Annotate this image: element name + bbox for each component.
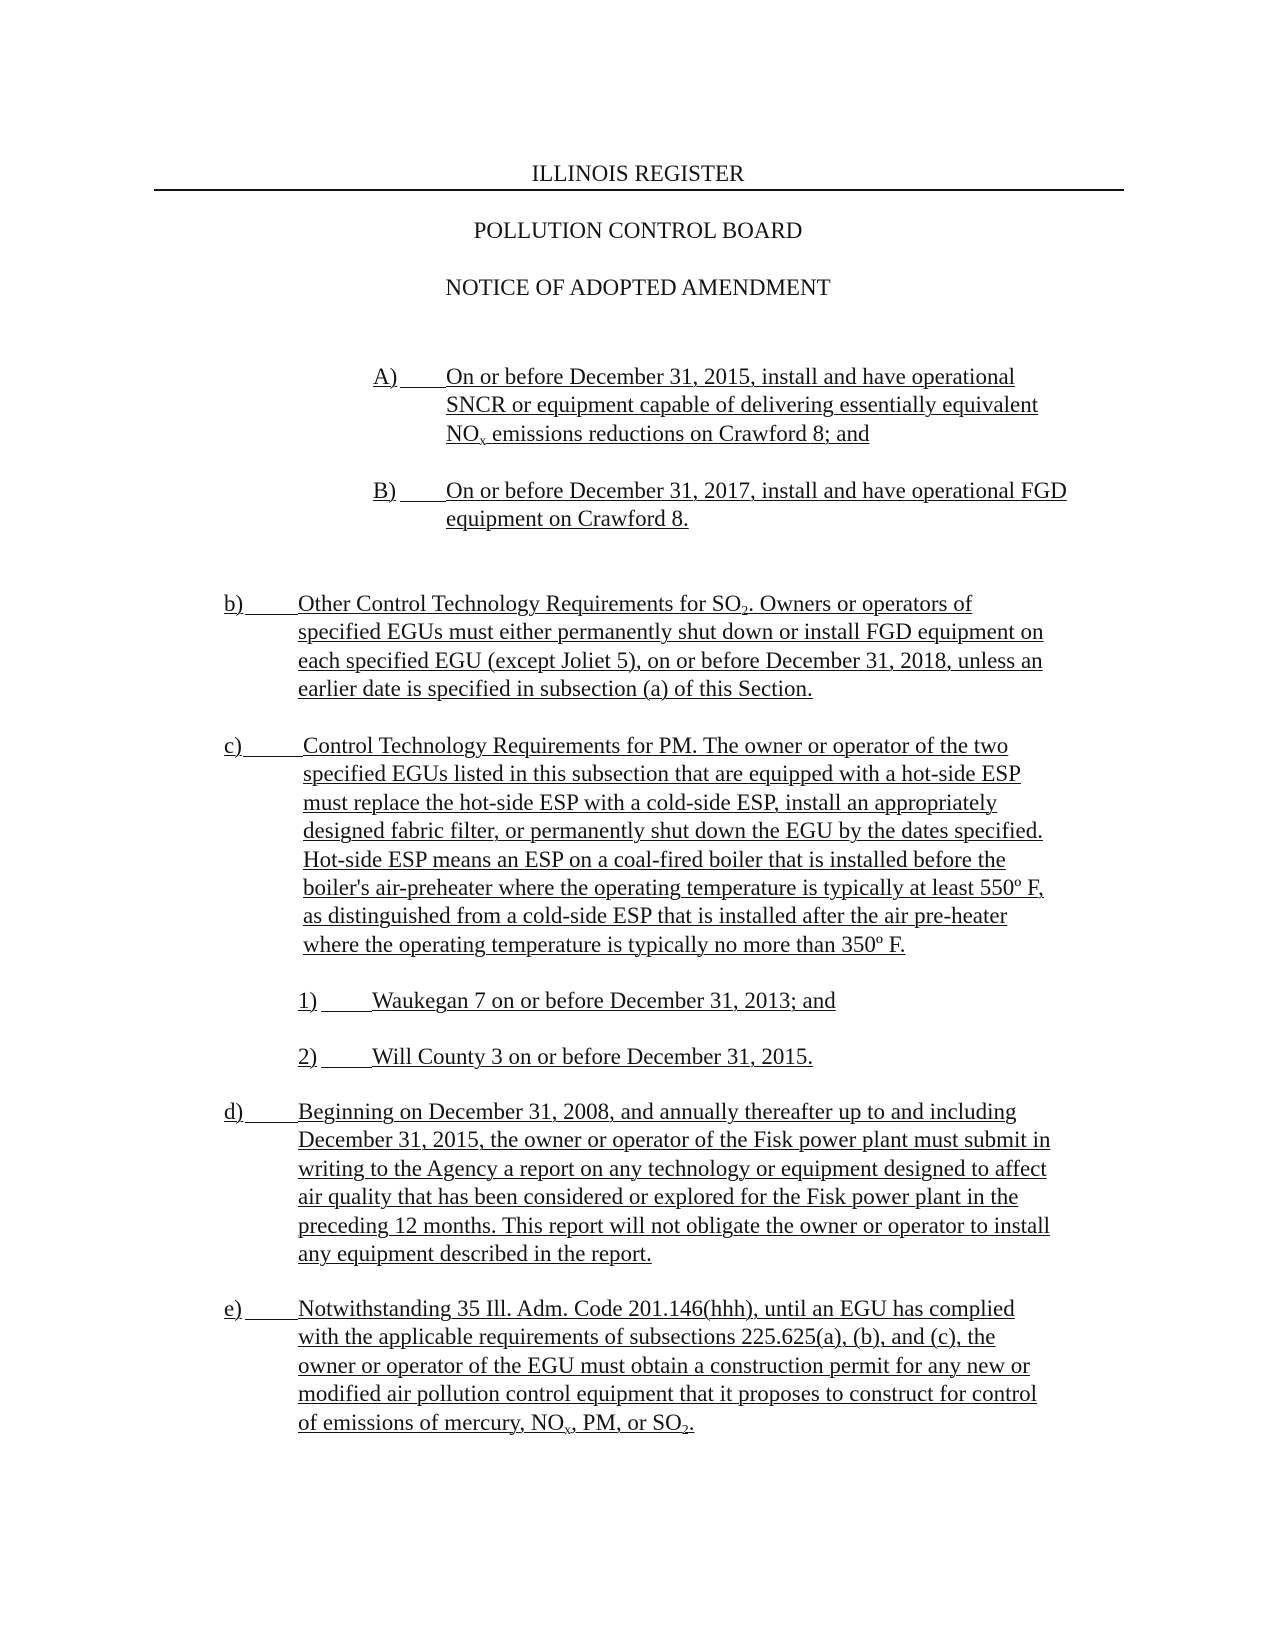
text-line: Beginning on December 31, 2008, and annually thereafter up to and including	[298, 1099, 1017, 1124]
text-line	[446, 420, 1038, 448]
text-line: specified EGUs listed in this subsection that are equipped with a hot-side ESP	[303, 761, 1021, 787]
text-line: with the applicable requirements of subsections 225.625(a), (b), and (c), the	[298, 1324, 996, 1350]
item-label: A)	[373, 364, 398, 389]
text-fragment: Other Control Technology Requirements for SO	[298, 591, 742, 616]
text-line: equipment on Crawford 8.	[446, 506, 689, 532]
board-title: POLLUTION CONTROL BOARD	[473, 218, 803, 243]
text-line: each specified EGU (except Joliet 5), on or before December 31, 2018, unless an	[298, 647, 1043, 673]
text-line: specified EGUs must either permanently shut down or install FGD equipment on	[298, 619, 1044, 645]
text-fragment: of emissions of mercury, NO	[298, 1409, 565, 1435]
item-text	[446, 477, 1067, 534]
item-text	[298, 1295, 1037, 1437]
text-line: designed fabric filter, or permanently shut down the EGU by the dates specified.	[303, 818, 1043, 844]
leader-rule	[243, 756, 303, 757]
text-line: modified air pollution control equipment that it proposes to construct for control	[298, 1381, 1038, 1407]
item-label: e)	[224, 1296, 242, 1321]
header-rule	[154, 189, 1124, 191]
text-line	[298, 590, 1043, 618]
text-line: boiler's air-preheater where the operating temperature is typically at least 550º F,	[303, 875, 1044, 901]
text-line: Hot-side ESP means an ESP on a coal-fired boiler that is installed before the	[303, 846, 1006, 872]
text-line: must replace the hot-side ESP with a cold-side ESP, install an appropriately	[303, 789, 998, 815]
so2-subscript: 2	[681, 1422, 689, 1438]
text-line: On or before December 31, 2017, install and have operational FGD	[446, 478, 1067, 503]
text-line: Waukegan 7 on or before December 31, 2013; and	[372, 988, 836, 1013]
item-text	[298, 590, 1043, 704]
text-fragment: . Owners or operators of	[748, 591, 973, 616]
text-line: as distinguished from a cold-side ESP that is installed after the air pre-heater	[303, 903, 1008, 929]
text-line: Will County 3 on or before December 31, 2015.	[372, 1044, 814, 1069]
text-line: Control Technology Requirements for PM. The owner or operator of the two	[303, 733, 1009, 758]
item-label: B)	[373, 478, 396, 503]
leader-rule	[245, 1319, 298, 1320]
notice-title: NOTICE OF ADOPTED AMENDMENT	[445, 275, 831, 300]
text-line	[298, 1409, 1037, 1437]
nox-subscript: x	[564, 1422, 572, 1438]
item-text	[372, 1043, 813, 1071]
text-line: writing to the Agency a report on any technology or equipment designed to affect	[298, 1155, 1047, 1181]
text-line: air quality that has been considered or explored for the Fisk power plant in the	[298, 1184, 1019, 1210]
text-line: December 31, 2015, the owner or operator of the Fisk power plant must submit in	[298, 1127, 1051, 1153]
so2-subscript: 2	[741, 604, 749, 619]
text-line: On or before December 31, 2015, install and have operational	[446, 364, 1016, 389]
item-text	[298, 1098, 1050, 1268]
leader-rule	[245, 1122, 298, 1123]
text-line: SNCR or equipment capable of delivering essentially equivalent	[446, 392, 1039, 418]
text-line: Notwithstanding 35 Ill. Adm. Code 201.146(hhh), until an EGU has complied	[298, 1296, 1015, 1321]
item-label: c)	[224, 733, 242, 758]
item-text	[372, 987, 836, 1015]
leader-rule	[321, 1011, 372, 1012]
text-line: preceding 12 months. This report will not obligate the owner or operator to install	[298, 1212, 1051, 1238]
leader-rule	[245, 614, 298, 615]
text-line: any equipment described in the report.	[298, 1241, 652, 1267]
leader-rule	[321, 1067, 372, 1068]
item-label: b)	[224, 591, 244, 616]
text-line: where the operating temperature is typically no more than 350º F.	[303, 931, 906, 957]
item-label: d)	[224, 1099, 244, 1124]
item-label: 1)	[298, 988, 318, 1013]
text-fragment: .	[688, 1409, 695, 1435]
item-label: 2)	[298, 1044, 318, 1069]
text-fragment: , PM, or SO	[571, 1409, 682, 1435]
text-fragment: emissions reductions on Crawford 8; and	[491, 420, 870, 446]
leader-rule	[400, 501, 446, 502]
text-line: earlier date is specified in subsection (a) of this Section.	[298, 676, 813, 702]
nox-text: NO	[446, 420, 480, 446]
item-text	[303, 732, 1044, 959]
item-text	[446, 363, 1038, 448]
nox-subscript: x	[479, 433, 487, 449]
leader-rule	[400, 387, 446, 388]
text-line: owner or operator of the EGU must obtain a construction permit for any new or	[298, 1352, 1030, 1378]
register-title: ILLINOIS REGISTER	[531, 161, 745, 186]
